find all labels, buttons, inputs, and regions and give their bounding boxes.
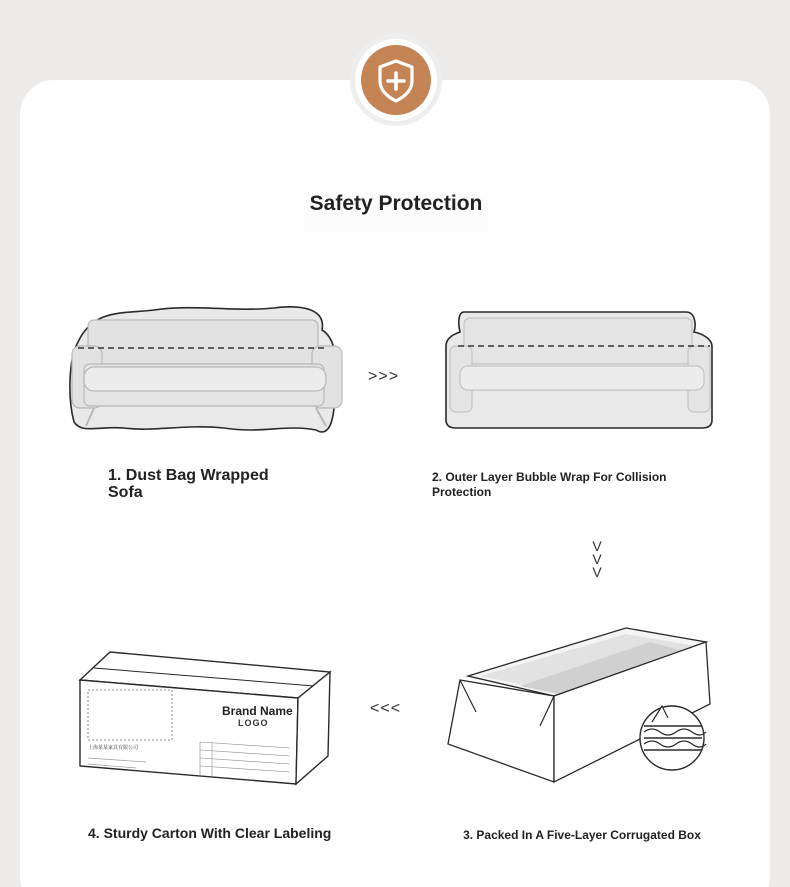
step-2-label: 2. Outer Layer Bubble Wrap For Collision Protection	[432, 470, 667, 499]
carton-brand-text: Brand Name	[222, 704, 293, 718]
flow-arrow-down: V V V	[592, 538, 602, 580]
step-3-label: 3. Packed In A Five-Layer Corrugated Box	[463, 828, 701, 842]
wrapped-sofa-illustration	[64, 300, 344, 440]
carton-company-text: 上海某某家具有限公司	[88, 745, 139, 751]
bubble-wrapped-sofa-illustration	[442, 306, 716, 434]
step-4-label: 4. Sturdy Carton With Clear Labeling	[88, 825, 332, 841]
sealed-carton-illustration	[76, 646, 336, 790]
open-box-illustration	[440, 622, 720, 792]
shield-plus-icon	[361, 45, 431, 115]
page-title: Safety Protection	[304, 176, 488, 232]
flow-arrow-right: >>>	[368, 368, 400, 385]
step-1-label: 1. Dust Bag Wrapped Sofa	[108, 467, 269, 501]
carton-logo-text: LOGO	[238, 718, 269, 728]
badge	[350, 34, 442, 126]
flow-arrow-left: <<<	[370, 700, 402, 717]
